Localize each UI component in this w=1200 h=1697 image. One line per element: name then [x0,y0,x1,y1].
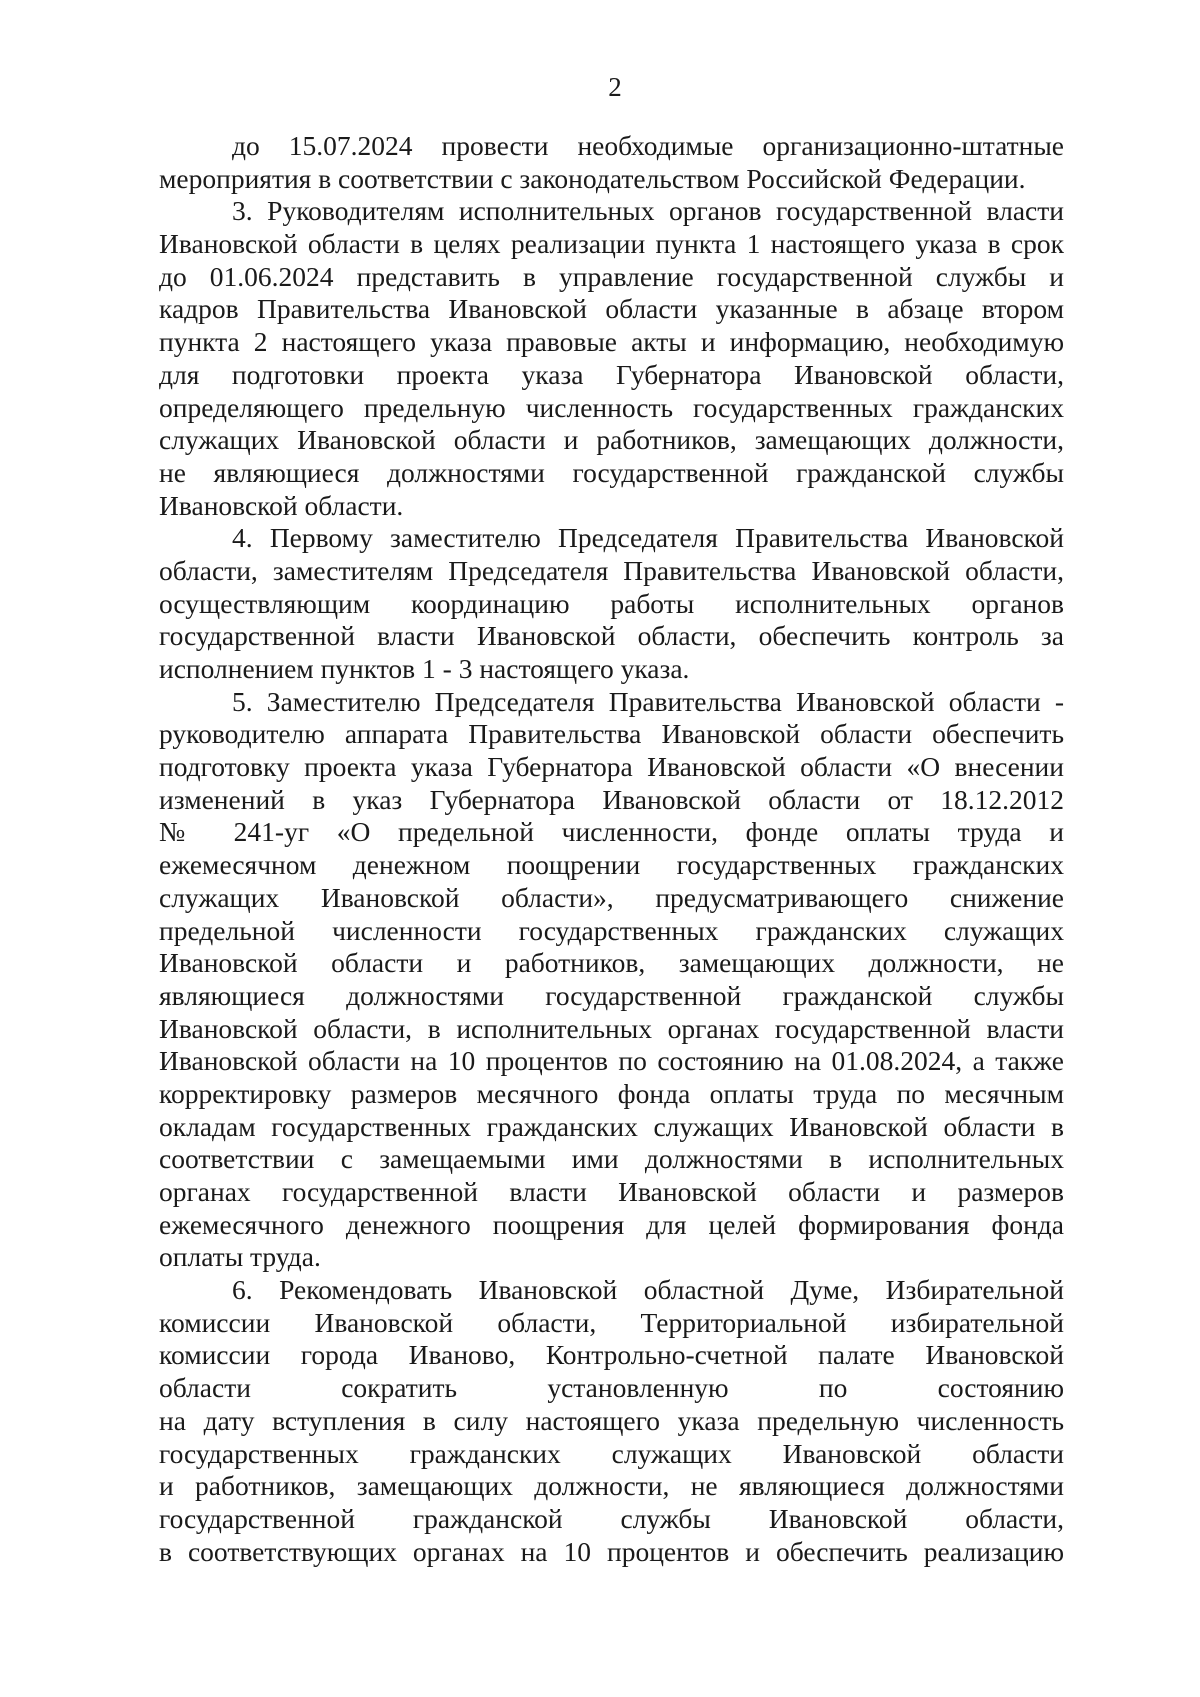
text-line: области сократить установленную по состоянию [159,1372,1064,1404]
page-number: 2 [608,72,622,102]
text-line: 5. Заместителю Председателя Правительства Ивановской области - [232,685,1064,717]
text-line: комиссии города Иваново, Контрольно-счетной палате Ивановской [159,1339,1064,1371]
text-line: Ивановской области и работников, замещающих должности, не [159,947,1064,979]
text-line: соответствии с замещаемыми ими должностями в исполнительных [159,1143,1064,1175]
text-line: служащих Ивановской области и работников, замещающих должности, [159,424,1064,456]
text-line: 4. Первому заместителю Председателя Правительства Ивановской [232,522,1064,554]
text-line: исполнением пунктов 1 - 3 настоящего указа. [159,653,690,684]
text-line: органах государственной власти Ивановской области и размеров [159,1176,1064,1207]
text-line: не являющиеся должностями государственной гражданской службы [159,456,1064,488]
text-line: определяющего предельную численность государственных гражданских [159,391,1064,423]
text-line: области, заместителям Председателя Правительства Ивановской области, [159,554,1064,586]
paragraph [159,686,1064,1274]
text-line: служащих Ивановской области», предусматривающего снижение [159,881,1064,913]
text-line: до 01.06.2024 представить в управление государственной службы и [159,260,1064,292]
text-line: корректировку размеров месячного фонда оплаты труда по месячным [159,1077,1064,1109]
text-line: кадров Правительства Ивановской области указанные в абзаце втором [159,293,1064,325]
text-line: являющиеся должностями государственной гражданской службы [159,979,1064,1011]
text-line: руководителю аппарата Правительства Ивановской области обеспечить [159,718,1064,750]
paragraph [159,130,1064,195]
text-line: в соответствующих органах на 10 процентов и обеспечить реализацию [159,1535,1064,1567]
text-line: Ивановской области, в исполнительных органах государственной власти [159,1012,1064,1044]
text-line: мероприятия в соответствии с законодательством Российской Федерации. [159,162,1026,194]
text-line: для подготовки проекта указа Губернатора Ивановской области, [159,358,1064,390]
text-line: государственных гражданских служащих Ивановской области [159,1437,1064,1469]
text-line: комиссии Ивановской области, Территориальной избирательной [159,1306,1064,1338]
text-line: предельной численности государственных гражданских служащих [159,914,1064,946]
text-line: Ивановской области на 10 процентов по состоянию на 01.08.2024, а также [159,1045,1064,1077]
text-line: подготовку проекта указа Губернатора Ивановской области «О внесении [159,751,1064,783]
text-line: государственной власти Ивановской области, обеспечить контроль за [159,620,1064,652]
text-line: и работников, замещающих должности, не являющиеся должностями [159,1470,1064,1502]
text-line: до 15.07.2024 провести необходимые организационно-штатные [232,130,1064,161]
text-line: изменений в указ Губернатора Ивановской области от 18.12.2012 [159,783,1064,815]
text-line: осуществляющим координацию работы исполнительных органов [159,587,1064,619]
text-line: ежемесячном денежном поощрении государственных гражданских [159,849,1064,881]
paragraph [159,195,1064,522]
text-line: оплаты труда. [159,1241,321,1273]
text-line: № 241-уг «О предельной численности, фонде оплаты труда и [159,816,1064,848]
text-line: пункта 2 настоящего указа правовые акты и информацию, необходимую [159,326,1064,358]
paragraph [159,522,1064,685]
text-line: государственной гражданской службы Ивановской области, [159,1502,1064,1534]
text-line: Ивановской области в целях реализации пункта 1 настоящего указа в срок [159,228,1064,260]
text-line: на дату вступления в силу настоящего указа предельную численность [159,1404,1064,1436]
text-line: ежемесячного денежного поощрения для целей формирования фонда [159,1208,1064,1240]
document-body [159,130,1064,1568]
text-line: 3. Руководителям исполнительных органов государственной власти [232,195,1064,227]
text-line: окладам государственных гражданских служащих Ивановской области в [159,1110,1064,1142]
text-line: 6. Рекомендовать Ивановской областной Думе, Избирательной [232,1274,1064,1306]
text-line: Ивановской области. [159,489,404,521]
paragraph [159,1274,1064,1568]
